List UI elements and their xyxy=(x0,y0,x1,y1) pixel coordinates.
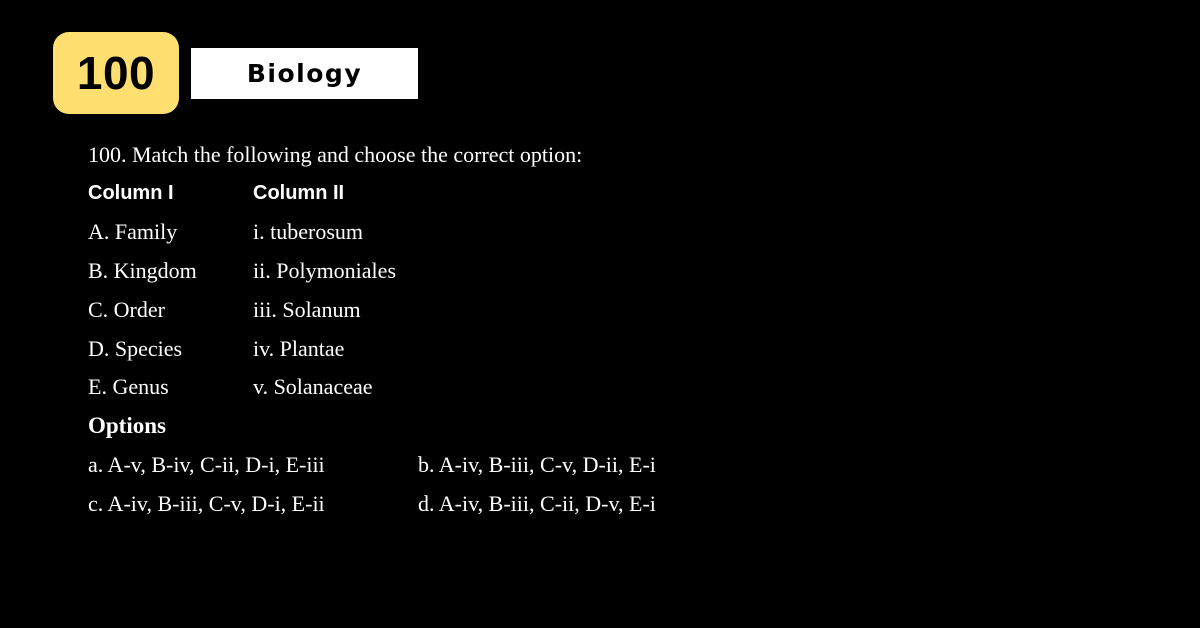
options-heading: Options xyxy=(88,413,166,438)
column-one-item-e: E. Genus xyxy=(88,374,169,399)
column-two-header: Column II xyxy=(253,182,345,204)
subject-label: Biology xyxy=(191,48,418,99)
column-one-item-b: B. Kingdom xyxy=(88,258,197,283)
column-one-header: Column I xyxy=(88,182,174,204)
column-two-item-iv: iv. Plantae xyxy=(253,336,345,361)
option-b: b. A-iv, B-iii, C-v, D-ii, E-i xyxy=(418,452,656,477)
option-c: c. A-iv, B-iii, C-v, D-i, E-ii xyxy=(88,491,325,516)
option-a: a. A-v, B-iv, C-ii, D-i, E-iii xyxy=(88,452,325,477)
column-two-item-i: i. tuberosum xyxy=(253,219,363,244)
column-one-item-c: C. Order xyxy=(88,297,165,322)
option-d: d. A-iv, B-iii, C-ii, D-v, E-i xyxy=(418,491,656,516)
question-text: 100. Match the following and choose the correct option: xyxy=(88,142,583,167)
column-two-item-v: v. Solanaceae xyxy=(253,374,373,399)
column-one-item-d: D. Species xyxy=(88,336,183,361)
column-one-item-a: A. Family xyxy=(88,219,178,244)
column-two-item-ii: ii. Polymoniales xyxy=(253,258,396,283)
question-number-badge: 100 xyxy=(53,32,179,114)
column-two-item-iii: iii. Solanum xyxy=(253,297,361,322)
